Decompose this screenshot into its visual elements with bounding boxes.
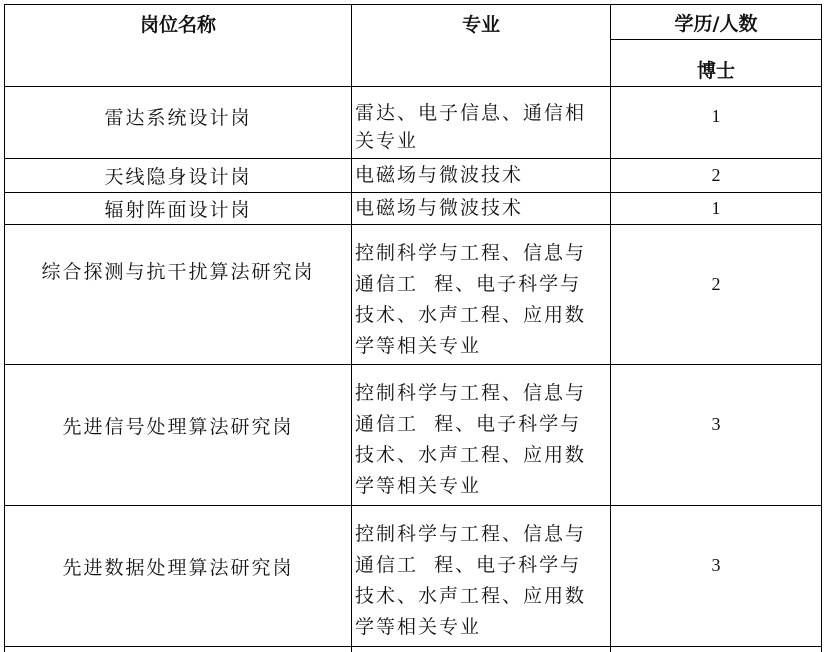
header-split-line xyxy=(610,39,822,40)
row-6-count: 3 xyxy=(711,554,721,575)
row-1-count: 1 xyxy=(711,105,721,126)
row-5-major: 控制科学与工程、信息与 通信工 程、电子科学与 技术、水声工程、应用数 学等相关专业 xyxy=(355,382,587,497)
row-5-count: 3 xyxy=(711,413,721,434)
row-4-position: 综合探测与抗干扰算法研究岗 xyxy=(41,260,315,283)
row-4-count: 2 xyxy=(711,273,721,294)
row-5-position: 先进信号处理算法研究岗 xyxy=(62,415,294,438)
row-4-major: 控制科学与工程、信息与 通信工 程、电子科学与 技术、水声工程、应用数 学等相关专业 xyxy=(355,242,587,357)
header-doctor: 博士 xyxy=(696,59,735,82)
row-2-position: 天线隐身设计岗 xyxy=(104,166,252,188)
row-2-count: 2 xyxy=(711,165,721,185)
header-major: 专业 xyxy=(461,13,500,36)
table-border-right xyxy=(821,4,822,652)
row-3-position: 辐射阵面设计岗 xyxy=(104,199,252,221)
row-1-major: 雷达、电子信息、通信相 关专业 xyxy=(355,102,587,152)
row-line-6 xyxy=(4,646,822,647)
row-2-major: 电磁场与微波技术 xyxy=(355,164,524,186)
row-3-count: 1 xyxy=(711,198,721,218)
header-position: 岗位名称 xyxy=(139,13,216,36)
header-education-count: 学历/人数 xyxy=(674,12,758,35)
row-6-position: 先进数据处理算法研究岗 xyxy=(62,556,294,579)
row-3-major: 电磁场与微波技术 xyxy=(355,197,524,219)
row-1-position: 雷达系统设计岗 xyxy=(104,106,252,129)
row-6-major: 控制科学与工程、信息与 通信工 程、电子科学与 技术、水声工程、应用数 学等相关专业 xyxy=(355,523,587,638)
